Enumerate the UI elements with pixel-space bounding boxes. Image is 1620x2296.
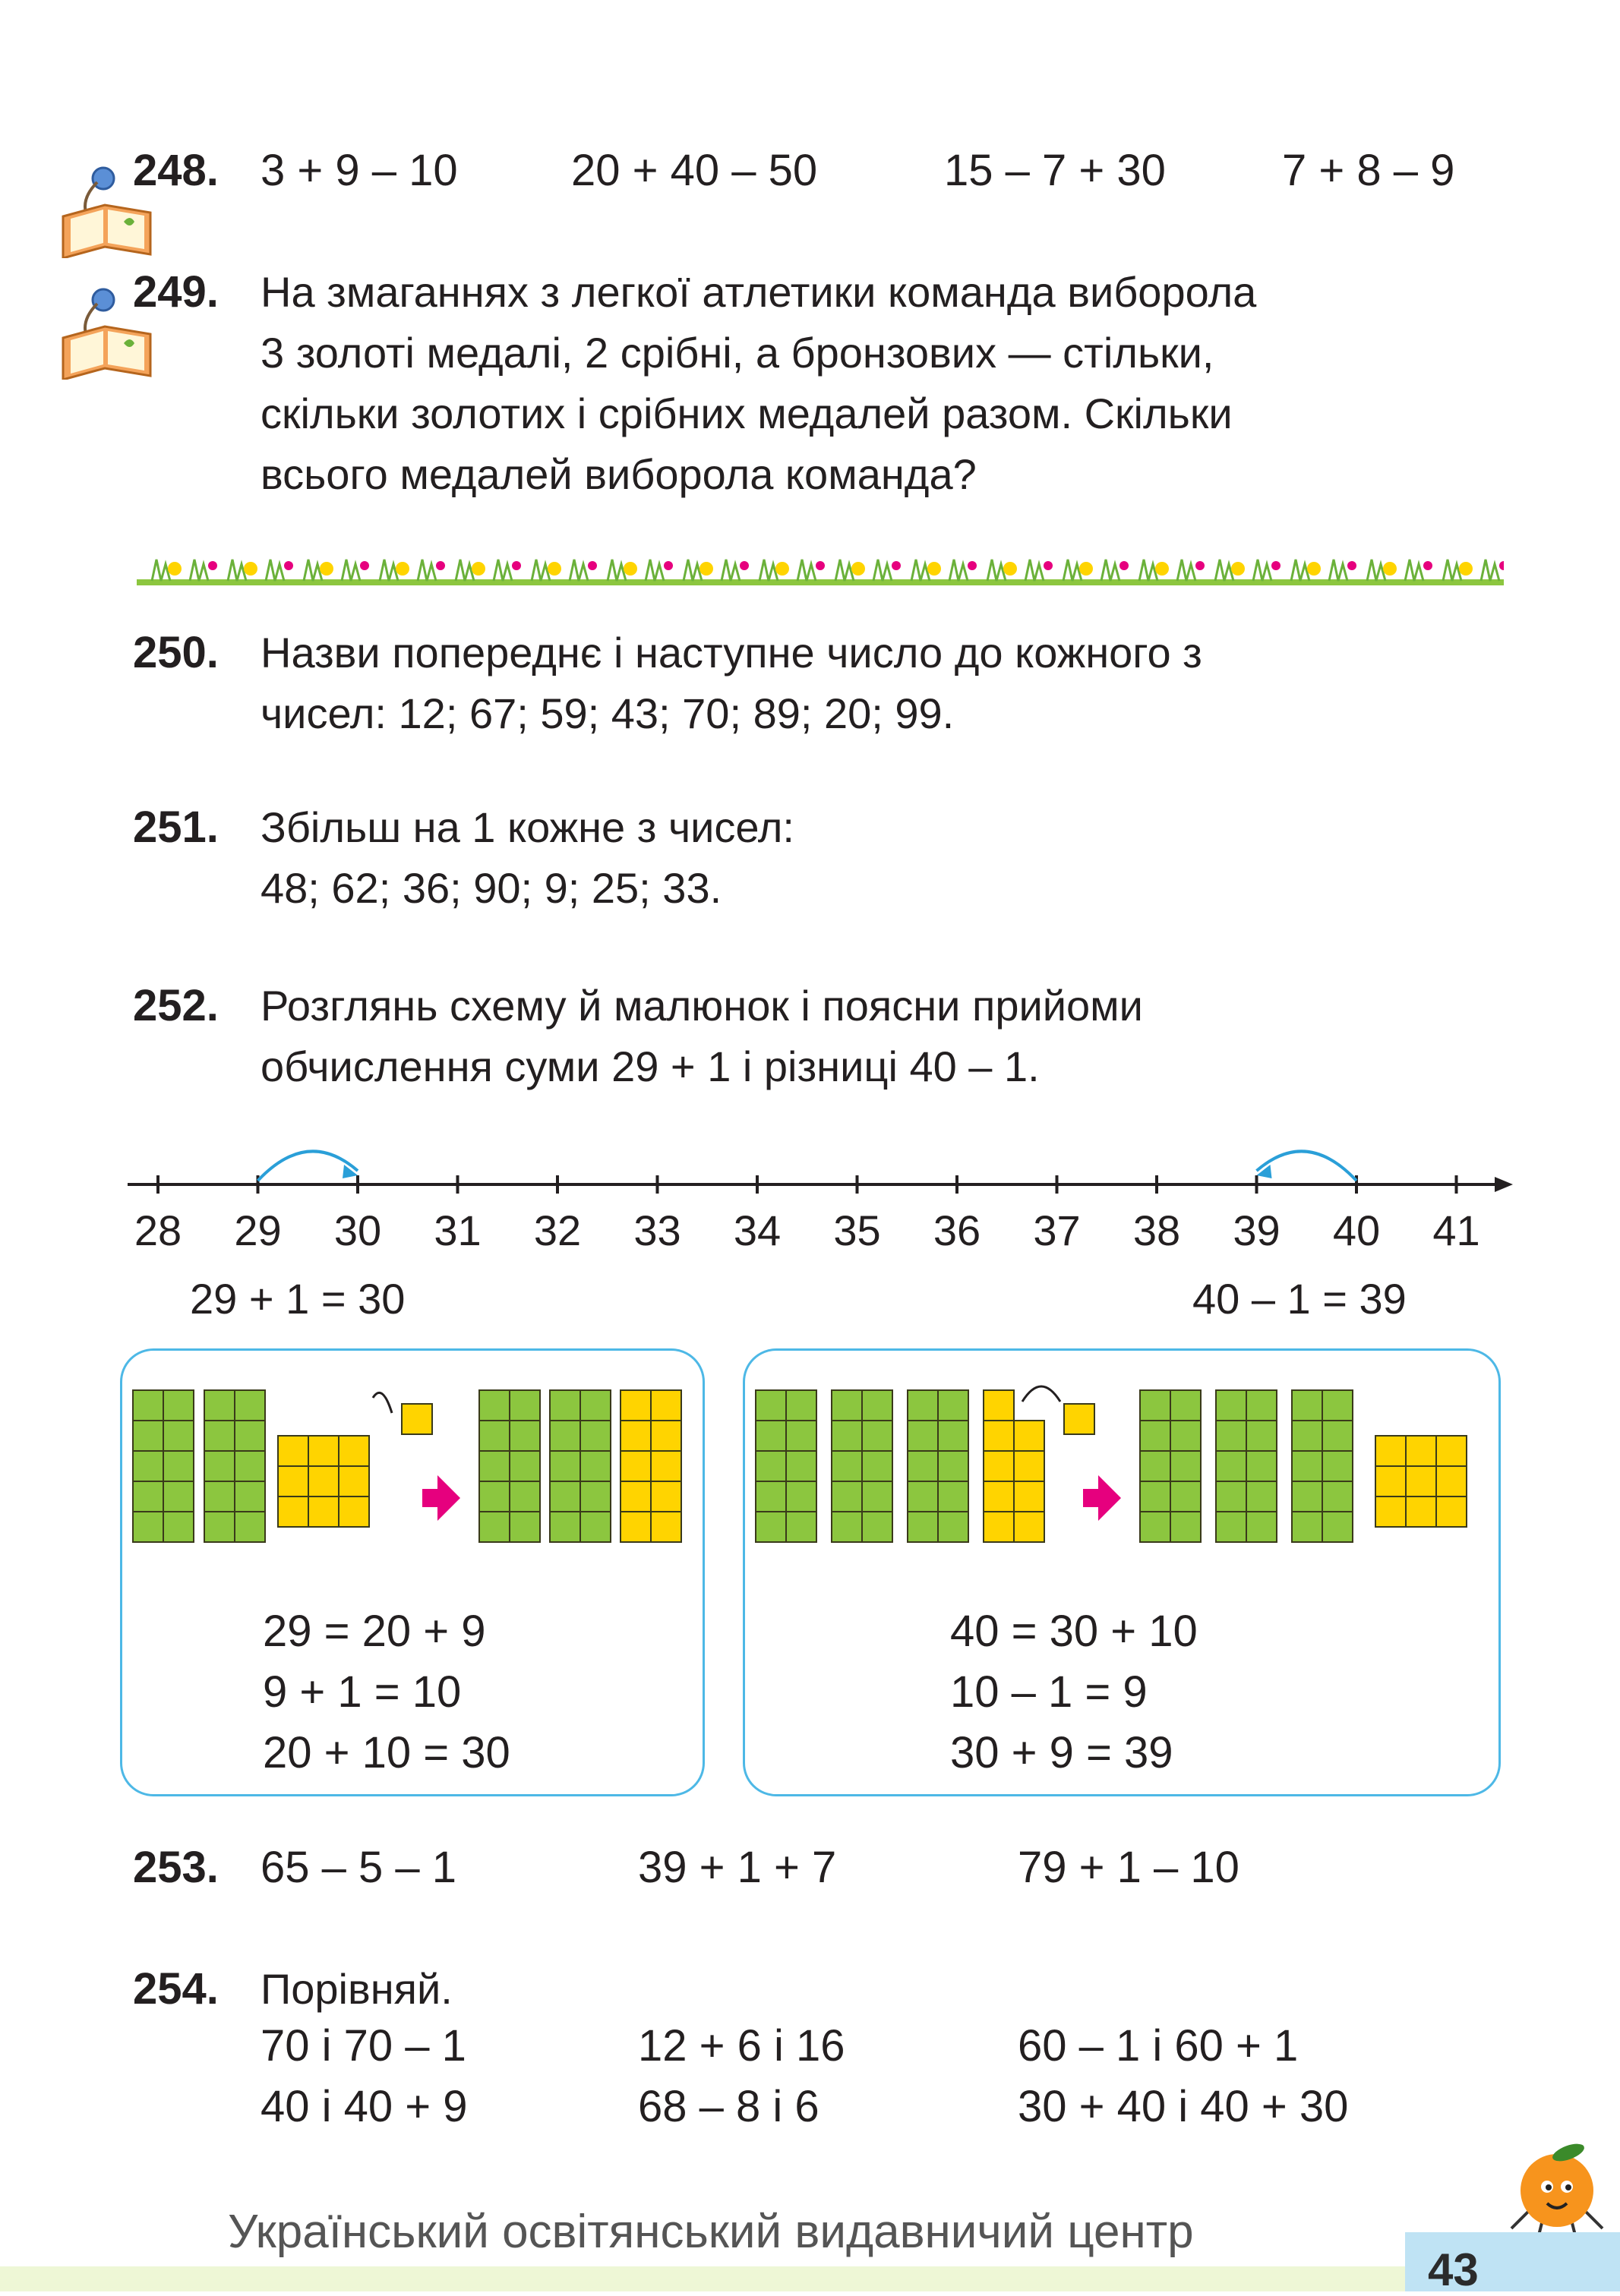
decomposition-equation: 10 – 1 = 9 (950, 1667, 1148, 1717)
unit-cube (339, 1436, 369, 1466)
expression: 79 + 1 – 10 (1018, 1843, 1239, 1892)
flower-icon (1195, 561, 1205, 570)
unit-cube (308, 1466, 339, 1496)
problem-line: 48; 62; 36; 90; 9; 25; 33. (261, 864, 722, 912)
unit-cell (163, 1512, 194, 1542)
axis-arrowhead (1495, 1177, 1513, 1192)
unit-cell (1246, 1481, 1277, 1512)
problem-line: скільки золотих і срібних медалей разом. Скільки (261, 390, 1233, 437)
unit-cell (1246, 1451, 1277, 1481)
unit-cell (832, 1481, 862, 1512)
unit-cell (1140, 1512, 1170, 1542)
unit-cell (1014, 1451, 1044, 1481)
unit-cell (1246, 1512, 1277, 1542)
unit-cell (550, 1481, 580, 1512)
flower-icon (816, 561, 825, 570)
grass-tuft (608, 560, 626, 581)
publisher-name: Український освітянський видавничий центр (228, 2206, 1194, 2258)
jump-arrowhead (343, 1165, 358, 1178)
expression: 3 + 9 – 10 (261, 146, 458, 195)
unit-cell (235, 1512, 265, 1542)
decomposition-equation: 30 + 9 = 39 (950, 1728, 1173, 1777)
moved-unit-cube (402, 1404, 432, 1434)
left-equation: 29 + 1 = 30 (190, 1275, 406, 1321)
grass-tuft (759, 560, 778, 581)
unit-cell (832, 1451, 862, 1481)
unit-cell (786, 1421, 816, 1451)
unit-cell (862, 1421, 892, 1451)
flower-icon (1271, 561, 1281, 570)
blocks-illustration (122, 1351, 707, 1578)
unit-cell (651, 1481, 681, 1512)
exercise-number: 250. (133, 628, 219, 677)
moved-unit-cube (1064, 1404, 1094, 1434)
problem-line: всього медалей виборола команда? (261, 450, 977, 498)
problem-line: 3 золоті медалі, 2 срібні, а бронзових — стільки, (261, 329, 1214, 377)
unit-cell (938, 1451, 968, 1481)
grass-tuft (911, 560, 930, 581)
transform-arrow-icon (1083, 1475, 1121, 1521)
unit-cell (1170, 1512, 1201, 1542)
decomposition-equation: 29 = 20 + 9 (263, 1607, 486, 1656)
problem-line: обчислення суми 29 + 1 і різниці 40 – 1. (261, 1042, 1040, 1090)
grass-tuft (722, 560, 740, 581)
unit-cube (308, 1436, 339, 1466)
tick-label: 32 (533, 1206, 582, 1254)
problem-line: чисел: 12; 67; 59; 43; 70; 89; 20; 99. (261, 689, 955, 737)
unit-cell (204, 1451, 235, 1481)
tick-label: 40 (1332, 1206, 1381, 1254)
decomposition-equation: 9 + 1 = 10 (263, 1667, 462, 1717)
unit-cell (756, 1481, 786, 1512)
unit-cell (580, 1390, 611, 1421)
unit-cube (1436, 1496, 1467, 1527)
grass-tuft (342, 560, 360, 581)
comparison: 60 – 1 і 60 + 1 (1018, 2021, 1299, 2070)
unit-cell (163, 1390, 194, 1421)
flower-icon (968, 561, 977, 570)
unit-cell (1292, 1512, 1322, 1542)
chick-icon (1383, 562, 1397, 576)
unit-cell (204, 1390, 235, 1421)
comparison: 12 + 6 і 16 (638, 2021, 845, 2070)
unit-cell (908, 1481, 938, 1512)
unit-cell (1246, 1390, 1277, 1421)
unit-cell (1322, 1451, 1353, 1481)
footer-strip (0, 2266, 1620, 2291)
flower-icon (892, 561, 901, 570)
unit-cell (1140, 1390, 1170, 1421)
chick-icon (396, 562, 409, 576)
unit-cell (580, 1481, 611, 1512)
unit-cell (235, 1390, 265, 1421)
unit-cell (479, 1451, 510, 1481)
unit-cell (1292, 1390, 1322, 1421)
unit-cell (204, 1421, 235, 1451)
grass-tuft (949, 560, 968, 581)
grass-border-decoration (137, 543, 1504, 596)
problem-line: На змаганнях з легкої атлетики команда виборола (261, 268, 1257, 316)
unit-cell (133, 1451, 163, 1481)
unit-cube (1436, 1466, 1467, 1496)
unit-cell (479, 1512, 510, 1542)
tick-label: 41 (1432, 1206, 1480, 1254)
exercise-number: 253. (133, 1843, 219, 1892)
unit-cell (621, 1421, 651, 1451)
chick-icon (1459, 562, 1473, 576)
grass-tuft (532, 560, 550, 581)
unit-cell (1322, 1481, 1353, 1512)
unit-cube (278, 1436, 308, 1466)
unit-cell (938, 1512, 968, 1542)
unit-cell (204, 1481, 235, 1512)
flower-icon (588, 561, 597, 570)
grass-tuft (456, 560, 474, 581)
unit-cell (163, 1451, 194, 1481)
unit-cell (756, 1451, 786, 1481)
grass-tuft (1253, 560, 1271, 581)
unit-cell (786, 1390, 816, 1421)
unit-cell (938, 1421, 968, 1451)
unit-cell (550, 1512, 580, 1542)
unit-cube (339, 1496, 369, 1527)
grass-tuft (190, 560, 208, 581)
unit-cell (786, 1512, 816, 1542)
chick-icon (548, 562, 561, 576)
grass-tuft (304, 560, 322, 581)
unit-cell (621, 1451, 651, 1481)
unit-cube (1406, 1436, 1436, 1466)
unit-cell (1170, 1481, 1201, 1512)
flower-icon (284, 561, 293, 570)
orange-mascot-icon (1500, 2134, 1614, 2240)
grass-tuft (1101, 560, 1119, 581)
grass-tuft (418, 560, 436, 581)
unit-cell (1014, 1481, 1044, 1512)
comparison: 68 – 8 і 6 (638, 2082, 819, 2131)
unit-cell (235, 1451, 265, 1481)
unit-cell (1216, 1451, 1246, 1481)
unit-cell (984, 1390, 1014, 1421)
problem-line: Назви попереднє і наступне число до кожного з (261, 629, 1202, 676)
unit-cell (984, 1481, 1014, 1512)
unit-cube (308, 1496, 339, 1527)
grass-tuft (1291, 560, 1309, 581)
unit-cell (1292, 1451, 1322, 1481)
expression: 39 + 1 + 7 (638, 1843, 837, 1892)
unit-cell (479, 1421, 510, 1451)
flower-icon (1347, 561, 1356, 570)
grass-tuft (797, 560, 816, 581)
unit-cell (832, 1421, 862, 1451)
unit-cell (862, 1451, 892, 1481)
unit-cell (1322, 1421, 1353, 1451)
flower-icon (436, 561, 445, 570)
tick-label: 28 (134, 1206, 182, 1254)
unit-cube (339, 1466, 369, 1496)
exercise-number: 249. (133, 267, 219, 317)
unit-cell (984, 1512, 1014, 1542)
chick-icon (1231, 562, 1245, 576)
unit-cell (550, 1390, 580, 1421)
exercise-number: 248. (133, 146, 219, 195)
grass-tuft (646, 560, 664, 581)
chick-icon (927, 562, 941, 576)
unit-cube (1406, 1466, 1436, 1496)
chick-icon (1003, 562, 1017, 576)
grass-tuft (1177, 560, 1195, 581)
decomposition-equation: 40 = 30 + 10 (950, 1607, 1198, 1656)
unit-cube (278, 1496, 308, 1527)
unit-cell (204, 1512, 235, 1542)
exercise-number: 251. (133, 803, 219, 852)
grass-tuft (835, 560, 854, 581)
unit-cell (1216, 1512, 1246, 1542)
expression: 7 + 8 – 9 (1282, 146, 1455, 195)
unit-cell (862, 1512, 892, 1542)
grass-tuft (570, 560, 588, 581)
expression: 15 – 7 + 30 (944, 146, 1166, 195)
tick-label: 38 (1132, 1206, 1181, 1254)
problem-line: Збільш на 1 кожне з чисел: (261, 803, 794, 851)
unit-cell (1014, 1421, 1044, 1451)
unit-cube (1436, 1436, 1467, 1466)
chick-icon (624, 562, 637, 576)
grass-tuft (1443, 560, 1461, 581)
unit-cell (133, 1390, 163, 1421)
comparison: 30 + 40 і 40 + 30 (1018, 2082, 1349, 2131)
comparison: 40 і 40 + 9 (261, 2082, 468, 2131)
unit-cell (908, 1512, 938, 1542)
unit-cell (938, 1481, 968, 1512)
unit-cell (1170, 1421, 1201, 1451)
unit-cell (862, 1481, 892, 1512)
tick-label: 36 (933, 1206, 981, 1254)
tick-label: 35 (833, 1206, 881, 1254)
unit-cell (1292, 1421, 1322, 1451)
chick-icon (1079, 562, 1093, 576)
decomposition-equation: 20 + 10 = 30 (263, 1728, 510, 1777)
chick-icon (320, 562, 333, 576)
unit-cell (510, 1421, 540, 1451)
blocks-diagram-difference (743, 1348, 1501, 1796)
unit-cell (1322, 1512, 1353, 1542)
chick-icon (775, 562, 789, 576)
problem-line: Розглянь схему й малюнок і поясни прийоми (261, 982, 1143, 1030)
grass-tuft (1367, 560, 1385, 581)
unit-cell (1170, 1390, 1201, 1421)
chick-icon (244, 562, 257, 576)
grass-tuft (1481, 560, 1499, 581)
tick-label: 30 (333, 1206, 382, 1254)
exercise-number: 254. (133, 1964, 219, 2014)
flower-icon (1499, 561, 1504, 570)
unit-cell (133, 1512, 163, 1542)
unit-cell (550, 1451, 580, 1481)
unit-cell (1322, 1390, 1353, 1421)
chick-icon (472, 562, 485, 576)
grass-tuft (873, 560, 892, 581)
unit-cell (832, 1390, 862, 1421)
grass-tuft (684, 560, 702, 581)
unit-cell (1246, 1421, 1277, 1451)
unit-cell (163, 1481, 194, 1512)
chick-icon (1155, 562, 1169, 576)
unit-cube (1375, 1466, 1406, 1496)
chick-icon (1307, 562, 1321, 576)
tick-label: 31 (434, 1206, 482, 1254)
tick-label: 34 (733, 1206, 782, 1254)
unit-cell (1216, 1481, 1246, 1512)
grass-tuft (1215, 560, 1233, 581)
unit-cell (651, 1512, 681, 1542)
unit-cell (756, 1512, 786, 1542)
exercise-number: 252. (133, 981, 219, 1030)
unit-cell (510, 1451, 540, 1481)
unit-cell (580, 1421, 611, 1451)
tick-label: 29 (234, 1206, 282, 1254)
unit-cell (1014, 1512, 1044, 1542)
expression: 20 + 40 – 50 (571, 146, 818, 195)
unit-cell (1140, 1451, 1170, 1481)
transform-arrow-icon (422, 1475, 460, 1521)
unit-cell (621, 1481, 651, 1512)
grass-tuft (494, 560, 512, 581)
unit-cube (1406, 1496, 1436, 1527)
flower-icon (360, 561, 369, 570)
unit-cell (786, 1481, 816, 1512)
grass-tuft (266, 560, 284, 581)
unit-cell (133, 1481, 163, 1512)
right-equation: 40 – 1 = 39 (1192, 1275, 1407, 1321)
grass-tuft (1329, 560, 1347, 581)
tick-label: 39 (1233, 1206, 1281, 1254)
unit-cell (651, 1451, 681, 1481)
chick-icon (851, 562, 865, 576)
grass-tuft (987, 560, 1006, 581)
unit-cube (278, 1466, 308, 1496)
unit-cell (938, 1390, 968, 1421)
grass-tuft (1405, 560, 1423, 581)
unit-cell (621, 1512, 651, 1542)
unit-cell (908, 1421, 938, 1451)
tick-label: 33 (633, 1206, 681, 1254)
unit-cell (908, 1390, 938, 1421)
unit-cell (908, 1451, 938, 1481)
chick-icon (699, 562, 713, 576)
unit-cell (1140, 1481, 1170, 1512)
number-line (122, 1124, 1519, 1321)
blocks-illustration (745, 1351, 1503, 1578)
unit-cell (756, 1421, 786, 1451)
flower-icon (740, 561, 749, 570)
unit-cell (235, 1421, 265, 1451)
unit-cell (1216, 1390, 1246, 1421)
flower-icon (664, 561, 673, 570)
unit-cell (984, 1451, 1014, 1481)
unit-cube (1375, 1436, 1406, 1466)
unit-cell (235, 1481, 265, 1512)
grass-tuft (1025, 560, 1044, 581)
blocks-diagram-sum (120, 1348, 705, 1796)
unit-cell (786, 1451, 816, 1481)
unit-cell (580, 1512, 611, 1542)
unit-cell (580, 1451, 611, 1481)
unit-cell (621, 1390, 651, 1421)
flower-icon (1423, 561, 1432, 570)
flower-icon (1044, 561, 1053, 570)
unit-cell (651, 1421, 681, 1451)
exercise-title: Порівняй. (261, 1965, 453, 2013)
unit-cell (984, 1421, 1014, 1451)
flower-icon (512, 561, 521, 570)
tick-label: 37 (1033, 1206, 1081, 1254)
unit-cell (756, 1390, 786, 1421)
expression: 65 – 5 – 1 (261, 1843, 456, 1892)
grass-tuft (152, 560, 170, 581)
unit-cell (550, 1421, 580, 1451)
unit-cell (133, 1421, 163, 1451)
unit-cell (510, 1481, 540, 1512)
jump-arc (258, 1151, 358, 1181)
chick-icon (168, 562, 182, 576)
jump-arc (1257, 1151, 1357, 1181)
unit-cell (832, 1512, 862, 1542)
grass-tuft (228, 560, 246, 581)
flower-icon (208, 561, 217, 570)
unit-cell (862, 1390, 892, 1421)
unit-cell (1140, 1421, 1170, 1451)
unit-cell (1216, 1421, 1246, 1451)
unit-cell (651, 1390, 681, 1421)
unit-cell (479, 1481, 510, 1512)
unit-cube (1375, 1496, 1406, 1527)
jump-arrowhead (1257, 1165, 1272, 1178)
unit-cell (510, 1512, 540, 1542)
unit-cell (163, 1421, 194, 1451)
grass-tuft (1063, 560, 1082, 581)
comparison: 70 і 70 – 1 (261, 2021, 466, 2070)
flower-icon (1119, 561, 1129, 570)
move-arrow (373, 1392, 392, 1413)
unit-cell (1292, 1481, 1322, 1512)
page-number: 43 (1428, 2244, 1479, 2295)
grass-tuft (380, 560, 398, 581)
grass-tuft (1139, 560, 1157, 581)
move-arrow (1022, 1386, 1060, 1402)
unit-cell (1170, 1451, 1201, 1481)
unit-cell (510, 1390, 540, 1421)
unit-cell (479, 1390, 510, 1421)
